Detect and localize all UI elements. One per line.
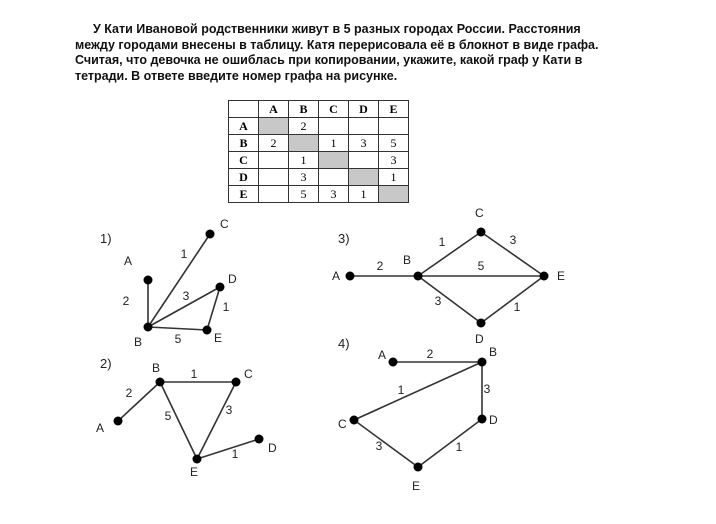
graph-edge xyxy=(197,382,236,459)
vertex-label: E xyxy=(190,465,199,479)
vertex-label: C xyxy=(244,367,253,381)
graph-vertex xyxy=(193,455,202,464)
column-header: E xyxy=(379,101,409,118)
problem-line-2: между городами внесены в таблицу. Катя перерисовала её в блокнот в виде графа. xyxy=(75,37,599,52)
table-cell: 3 xyxy=(289,169,319,186)
table-cell: 2 xyxy=(259,135,289,152)
graph-vertex xyxy=(255,435,264,444)
problem-line-1: У Кати Ивановой родственники живут в 5 разных городах России. Расстояния xyxy=(93,22,581,36)
vertex-label: B xyxy=(152,361,161,375)
row-header: E xyxy=(229,186,259,203)
graph-vertex xyxy=(346,272,355,281)
graph-vertex xyxy=(477,228,486,237)
graph-3 xyxy=(332,206,565,346)
edge-weight-label: 2 xyxy=(376,259,384,273)
edge-weight-label: 3 xyxy=(225,403,233,417)
column-header: D xyxy=(349,101,379,118)
edge-weight-label: 2 xyxy=(125,386,133,400)
vertex-label: E xyxy=(557,269,566,283)
edge-weight-label: 3 xyxy=(483,382,491,396)
graph-vertex xyxy=(389,358,398,367)
graph-edge xyxy=(418,232,481,276)
graph-4 xyxy=(338,336,498,493)
graph-vertex xyxy=(144,276,153,285)
edge-weight-label: 1 xyxy=(180,247,188,261)
graph-edge xyxy=(418,419,482,467)
graph-1 xyxy=(100,217,237,349)
vertex-label: B xyxy=(403,253,412,267)
table-cell: 1 xyxy=(319,135,349,152)
edge-weight-label: 2 xyxy=(426,347,434,361)
edge-weight-label: 1 xyxy=(222,300,230,314)
vertex-label: D xyxy=(475,332,484,346)
vertex-label: B xyxy=(489,345,498,359)
vertex-label: E xyxy=(214,331,223,345)
column-header: A xyxy=(259,101,289,118)
row-header: C xyxy=(229,152,259,169)
problem-line-4: тетради. В ответе введите номер графа на рисунке. xyxy=(75,68,398,83)
graph-edge xyxy=(148,327,207,330)
graph-edge xyxy=(148,234,210,327)
vertex-label: D xyxy=(489,413,498,427)
edge-weight-label: 5 xyxy=(477,259,485,273)
column-header: C xyxy=(319,101,349,118)
edge-weight-label: 1 xyxy=(455,440,463,454)
graph-2 xyxy=(96,356,277,479)
vertex-label: A xyxy=(378,348,387,362)
table-cell: 2 xyxy=(289,118,319,135)
graph-edge xyxy=(481,276,544,323)
table-cell: 3 xyxy=(319,186,349,203)
edge-weight-label: 1 xyxy=(397,383,405,397)
graph-vertex xyxy=(414,463,423,472)
row-header: B xyxy=(229,135,259,152)
edge-weight-label: 1 xyxy=(231,447,239,461)
table-cell: 1 xyxy=(349,186,379,203)
vertex-label: C xyxy=(220,217,229,231)
graph-vertex xyxy=(216,283,225,292)
edge-weight-label: 5 xyxy=(164,409,172,423)
problem-line-3: Считая, что девочка не ошиблась при копировании, укажите, какой граф у Кати в xyxy=(75,53,583,67)
graph-vertex xyxy=(478,358,487,367)
graph-edge xyxy=(354,362,482,420)
vertex-label: A xyxy=(332,269,341,283)
vertex-label: C xyxy=(475,206,484,220)
vertex-label: D xyxy=(228,272,237,286)
table-cell: 3 xyxy=(379,152,409,169)
graph-vertex xyxy=(477,319,486,328)
vertex-label: D xyxy=(268,441,277,455)
edge-weight-label: 2 xyxy=(122,294,130,308)
column-header: B xyxy=(289,101,319,118)
graph-vertex xyxy=(203,326,212,335)
edge-weight-label: 3 xyxy=(509,233,517,247)
graph-vertex xyxy=(350,416,359,425)
graph-number-label: 3) xyxy=(338,231,350,246)
graph-edge xyxy=(118,382,160,421)
row-header: A xyxy=(229,118,259,135)
edge-weight-label: 1 xyxy=(190,367,198,381)
table-cell: 1 xyxy=(289,152,319,169)
edge-weight-label: 3 xyxy=(434,294,442,308)
graph-edge xyxy=(418,276,481,323)
graph-vertex xyxy=(232,378,241,387)
graph-vertex xyxy=(540,272,549,281)
graph-vertex xyxy=(156,378,165,387)
vertex-label: C xyxy=(338,417,347,431)
graph-number-label: 1) xyxy=(100,231,112,246)
edge-weight-label: 1 xyxy=(438,235,446,249)
graph-number-label: 2) xyxy=(100,356,112,371)
vertex-label: A xyxy=(96,421,105,435)
vertex-label: E xyxy=(412,479,421,493)
graph-edge xyxy=(354,420,418,467)
row-header: D xyxy=(229,169,259,186)
table-cell: 5 xyxy=(289,186,319,203)
table-cell: 5 xyxy=(379,135,409,152)
vertex-label: A xyxy=(124,254,133,268)
graph-vertex xyxy=(478,415,487,424)
vertex-label: B xyxy=(134,335,143,349)
graph-vertex xyxy=(144,323,153,332)
table-cell: 3 xyxy=(349,135,379,152)
edge-weight-label: 5 xyxy=(174,332,182,346)
graph-vertex xyxy=(414,272,423,281)
graph-number-label: 4) xyxy=(338,336,350,351)
edge-weight-label: 3 xyxy=(375,439,383,453)
table-cell: 1 xyxy=(379,169,409,186)
edge-weight-label: 3 xyxy=(182,289,190,303)
graph-vertex xyxy=(206,230,215,239)
graph-vertex xyxy=(114,417,123,426)
edge-weight-label: 1 xyxy=(513,300,521,314)
